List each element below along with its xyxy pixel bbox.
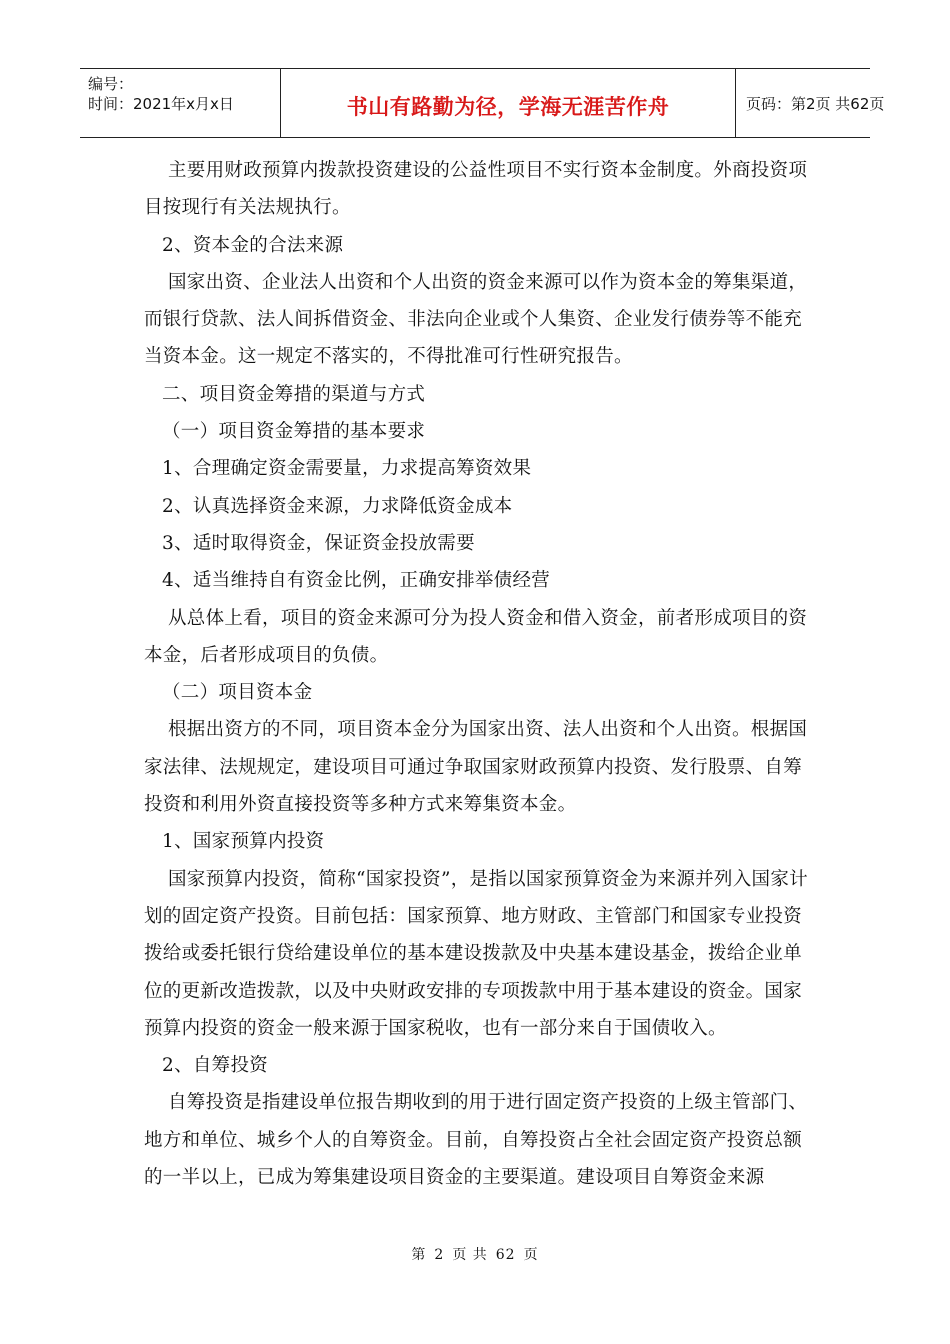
page-info: 页码：第2页 共62页 [746,95,885,113]
section-heading: 1、国家预算内投资 [162,831,325,853]
footer-page-mid: 页 共 [452,1247,488,1263]
section-heading: 二、项目资金筹措的渠道与方式 [162,383,426,405]
document-body [144,152,814,1196]
time-label: 时间：2021年x月x日 [88,95,234,113]
list-item: 2、认真选择资金来源，力求降低资金成本 [162,495,513,517]
footer-page-suffix: 页 [523,1247,539,1263]
paragraph: 主要用财政预算内拨款投资建设的公益性项目不实行资本金制度。外商投资项目按现行有关法规执行。 [144,160,808,219]
motto-text: 书山有路勤为径，学海无涯苦作舟 [346,95,670,119]
section-heading: 2、自筹投资 [162,1055,269,1077]
footer-total-pages: 62 [495,1247,516,1263]
paragraph: 从总体上看，项目的资金来源可分为投人资金和借入资金，前者形成项目的资本金，后者形成项目的负债。 [144,607,808,666]
paragraph: 国家预算内投资，简称“国家投资”，是指以国家预算资金为来源并列入国家计划的固定资产投资。目前包括：国家预算、地方财政、主管部门和国家专业投资拨给或委托银行贷给建设单位的基本建设拨款及中央基本建设基金，拨给企业单位的更新改造拨款，以及中央财政安排的专项拨款中用于基本建设的资金。国家预算内投资的资金一般来源于国家税收，也有一部分来自于国债收入。 [144,868,808,1039]
paragraph: 国家出资、企业法人出资和个人出资的资金来源可以作为资本金的筹集渠道，而银行贷款、法人间拆借资金、非法向企业或个人集资、企业发行债券等不能充当资本金。这一规定不落实的，不得批准可行性研究报告。 [144,271,808,368]
footer-page-number: 2 [434,1247,445,1263]
header-table [80,68,885,138]
paragraph: 自筹投资是指建设单位报告期收到的用于进行固定资产投资的上级主管部门、地方和单位、城乡个人的自筹资金。目前，自筹投资占全社会固定资产投资总额的一半以上，已成为筹集建设项目资金的主要渠道。建设项目自筹资金来源 [144,1092,808,1189]
section-heading: 2、资本金的合法来源 [162,234,344,256]
header-motto-cell [280,69,736,137]
list-item: 3、适时取得资金，保证资金投放需要 [162,532,475,554]
page-footer [0,1244,950,1264]
header-left-cell [80,69,280,137]
header-right-cell [736,69,885,137]
paragraph: 根据出资方的不同，项目资本金分为国家出资、法人出资和个人出资。根据国家法律、法规规定，建设项目可通过争取国家财政预算内投资、发行股票、自筹投资和利用外资直接投资等多种方式来筹集资本金。 [144,719,808,816]
list-item: 1、合理确定资金需要量，力求提高筹资效果 [162,458,532,480]
section-heading: （二）项目资本金 [162,682,313,704]
footer-page-prefix: 第 [411,1247,427,1263]
doc-number-label: 编号： [88,75,134,93]
section-heading: （一）项目资金筹措的基本要求 [162,421,426,443]
list-item: 4、适当维持自有资金比例，正确安排举债经营 [162,570,551,592]
